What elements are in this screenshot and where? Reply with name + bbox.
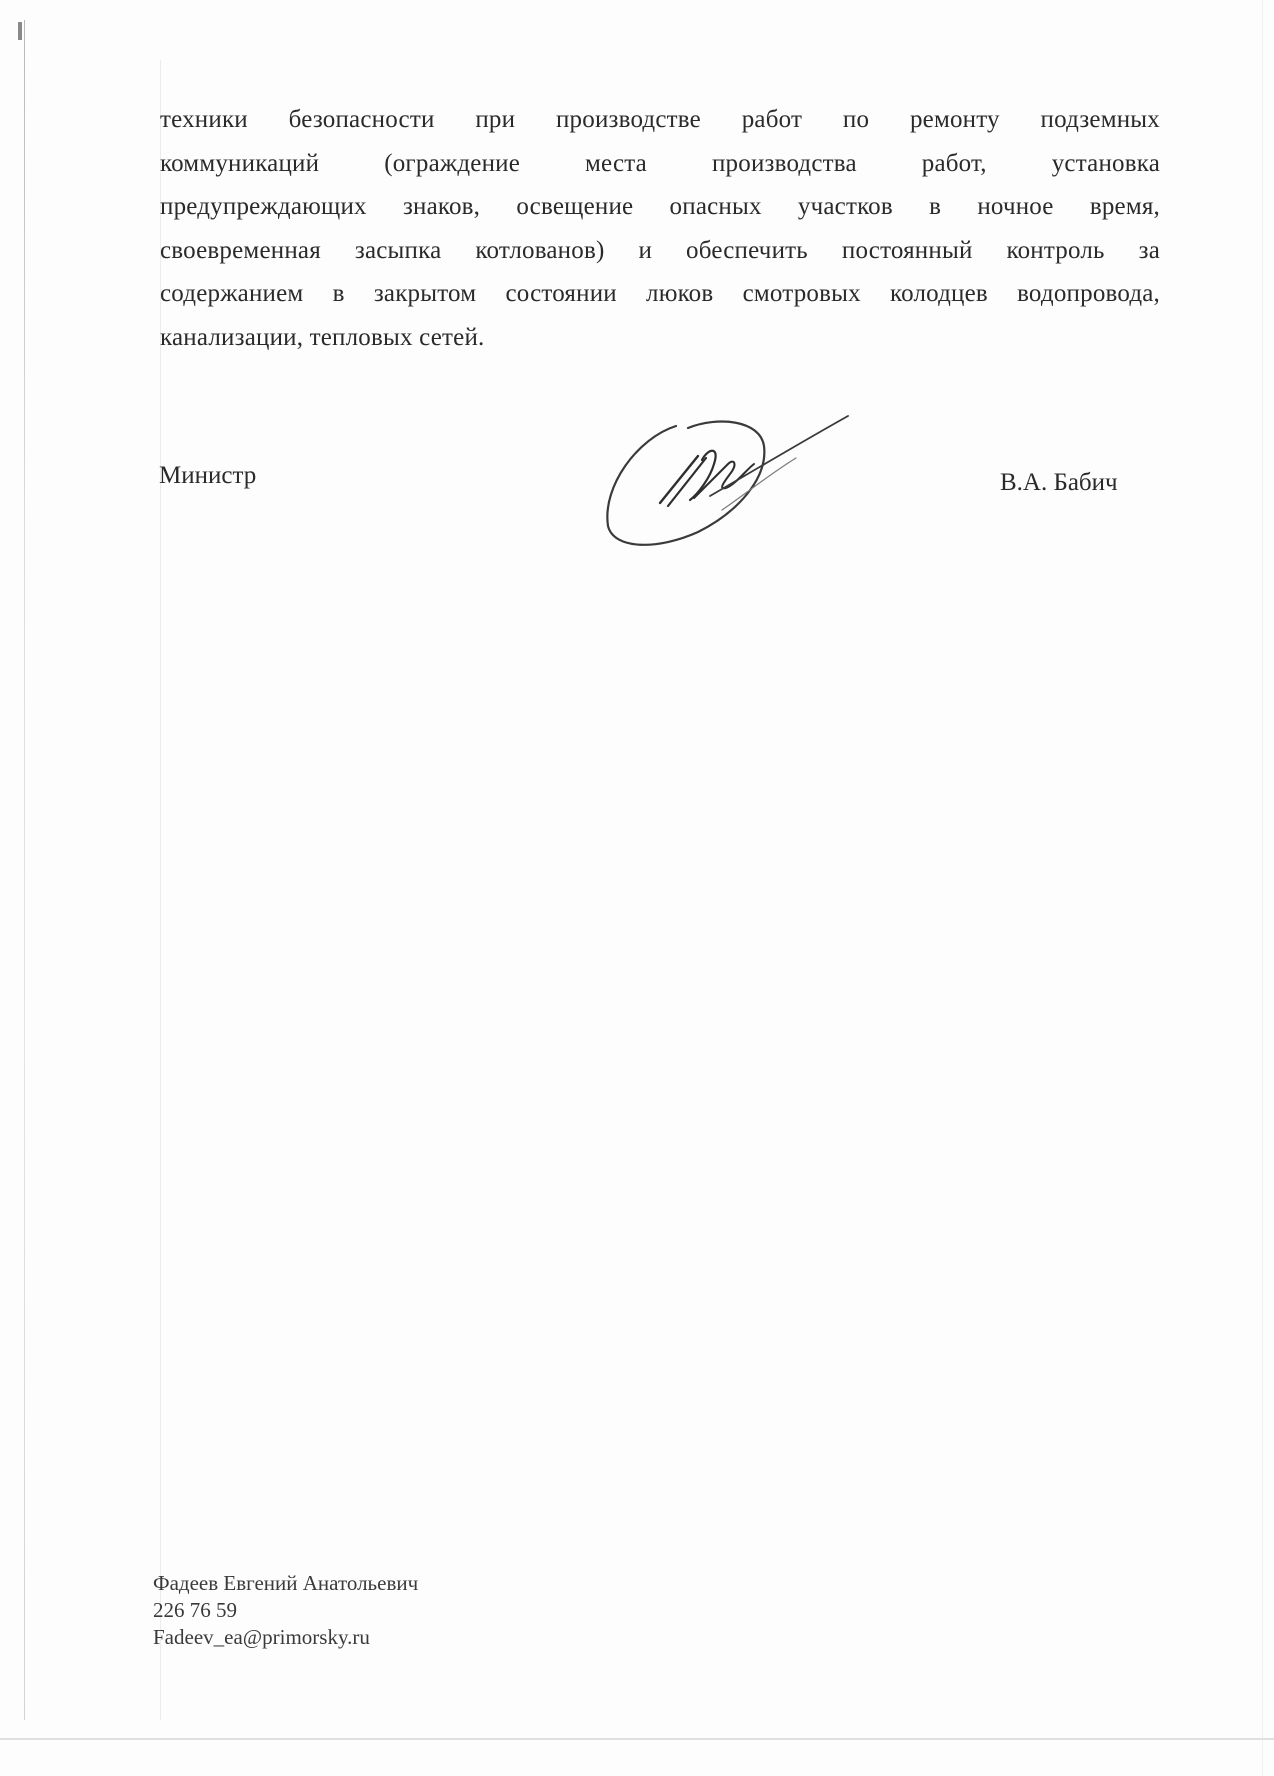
- contact-name: Фадеев Евгений Анатольевич: [153, 1571, 419, 1595]
- contact-email: Fadeev_ea@primorsky.ru: [153, 1625, 370, 1649]
- signer-title: Министр: [159, 462, 257, 489]
- body-line: своевременная засыпка котлованов) и обеспечить постоянный контроль за: [160, 236, 1160, 264]
- handwritten-signature: [598, 408, 858, 558]
- contact-phone: 226 76 59: [153, 1598, 237, 1622]
- scan-edge-line: [1262, 0, 1263, 1776]
- scan-bottom-line: [0, 1738, 1274, 1740]
- signer-name: В.А. Бабич: [1000, 469, 1118, 496]
- body-line: канализации, тепловых сетей.: [160, 323, 485, 351]
- letter-body: [160, 98, 1160, 359]
- scan-mark: [18, 22, 22, 40]
- contact-block: [153, 1570, 418, 1651]
- scan-binding-line: [24, 20, 25, 1720]
- body-line: техники безопасности при производстве работ по ремонту подземных: [160, 106, 1160, 133]
- body-line: предупреждающих знаков, освещение опасных участков в ночное время,: [160, 193, 1160, 220]
- body-line: содержанием в закрытом состоянии люков смотровых колодцев водопровода,: [160, 280, 1160, 307]
- body-line: коммуникаций (ограждение места производства работ, установка: [160, 149, 1160, 177]
